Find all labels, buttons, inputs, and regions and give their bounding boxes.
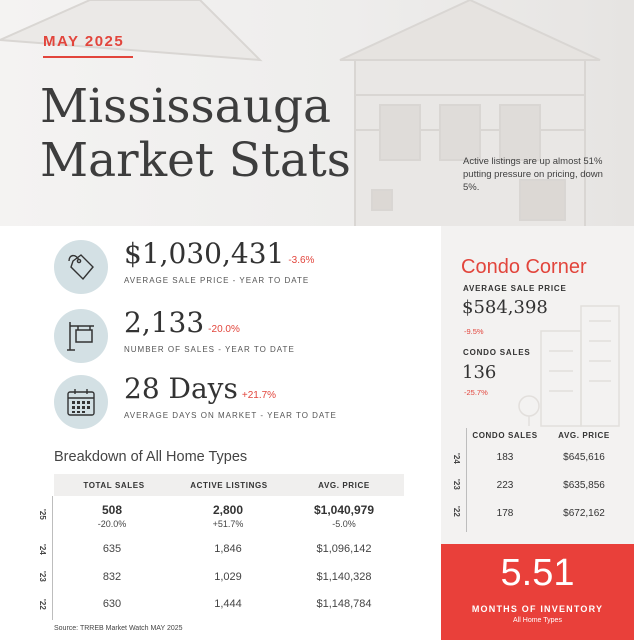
table-cell: $1,096,142 (316, 543, 372, 555)
price-tag-icon (65, 251, 97, 283)
condo-column-header: CONDO SALES (472, 431, 538, 440)
condo-sales-label: CONDO SALES (463, 348, 531, 357)
hero-banner (0, 0, 634, 226)
condo-avg-price-change: -9.5% (464, 327, 484, 336)
breakdown-title: Breakdown of All Home Types (54, 449, 248, 465)
row-year: '23 (38, 571, 47, 582)
inventory-sublabel: All Home Types (513, 617, 562, 624)
stat-label: AVERAGE DAYS ON MARKET - YEAR TO DATE (124, 411, 337, 420)
table-cell: 832 (102, 571, 122, 583)
condo-cell: 183 (496, 452, 514, 463)
month-underline (43, 56, 133, 58)
report-month: MAY 2025 (43, 33, 125, 50)
row-year: '22 (38, 599, 47, 610)
table-cell: $1,148,784 (316, 598, 372, 610)
condo-corner-title: Condo Corner (461, 256, 587, 278)
condo-cell: $635,856 (563, 480, 605, 491)
stat-icon-circle (54, 240, 108, 294)
table-cell: $1,140,328 (316, 571, 372, 583)
stat-value: 2,133 -20.0% (124, 306, 240, 339)
stat-value: $1,030,431 -3.6% (124, 237, 315, 270)
stat-change: +21.7% (241, 390, 277, 401)
breakdown-table-header (54, 474, 404, 496)
table-cell: 635 (102, 543, 122, 555)
calendar-icon (65, 386, 97, 418)
column-header: ACTIVE LISTINGS (190, 481, 268, 490)
condo-column-header: AVG. PRICE (558, 431, 610, 440)
market-summary: Active listings are up almost 51% putting pressure on pricing, down 5%. (463, 156, 603, 193)
column-header: TOTAL SALES (83, 481, 145, 490)
stat-label: AVERAGE SALE PRICE - YEAR TO DATE (124, 276, 310, 285)
months-of-inventory-box (441, 544, 634, 640)
table-cell-change: +51.7% (212, 519, 244, 529)
table-cell: 630 (102, 598, 122, 610)
stat-icon-circle (54, 309, 108, 363)
condo-sales-change: -25.7% (464, 388, 488, 397)
stat-change: -3.6% (288, 255, 315, 266)
table-cell: 1,846 (214, 543, 242, 555)
title-line-1: Mississauga (40, 79, 332, 134)
table-cell: $1,040,979 (313, 503, 375, 517)
table-cell: 508 (101, 503, 123, 517)
row-year: '24 (38, 544, 47, 555)
stat-change: -20.0% (208, 324, 240, 335)
stat-icon-circle (54, 375, 108, 429)
page-title (40, 80, 351, 188)
condo-row-year: '23 (452, 479, 461, 490)
condo-cell: $645,616 (563, 452, 605, 463)
table-cell: 1,029 (214, 571, 242, 583)
column-header: AVG. PRICE (318, 481, 370, 490)
table-cell-change: -5.0% (332, 519, 356, 529)
condo-row-year: '24 (452, 453, 461, 464)
source-note: Source: TRREB Market Watch MAY 2025 (54, 625, 183, 632)
condo-cell: $672,162 (563, 508, 605, 519)
condo-cell: 223 (496, 480, 514, 491)
condo-avg-price-label: AVERAGE SALE PRICE (463, 284, 567, 293)
table-cell-change: -20.0% (97, 519, 127, 529)
row-year: '25 (38, 509, 47, 520)
table-cell: 1,444 (214, 598, 242, 610)
stat-label: NUMBER OF SALES - YEAR TO DATE (124, 345, 295, 354)
inventory-value: 5.51 (500, 552, 575, 594)
condo-cell: 178 (496, 508, 514, 519)
title-line-2: Market Stats (40, 133, 351, 188)
condo-sales-value: 136 (462, 362, 497, 383)
sale-sign-icon (65, 320, 97, 352)
condo-row-year: '22 (452, 506, 461, 517)
stat-value: 28 Days +21.7% (124, 372, 277, 405)
inventory-label: MONTHS OF INVENTORY (471, 604, 604, 614)
table-cell: 2,800 (212, 503, 244, 517)
condo-avg-price: $584,398 (462, 297, 548, 318)
